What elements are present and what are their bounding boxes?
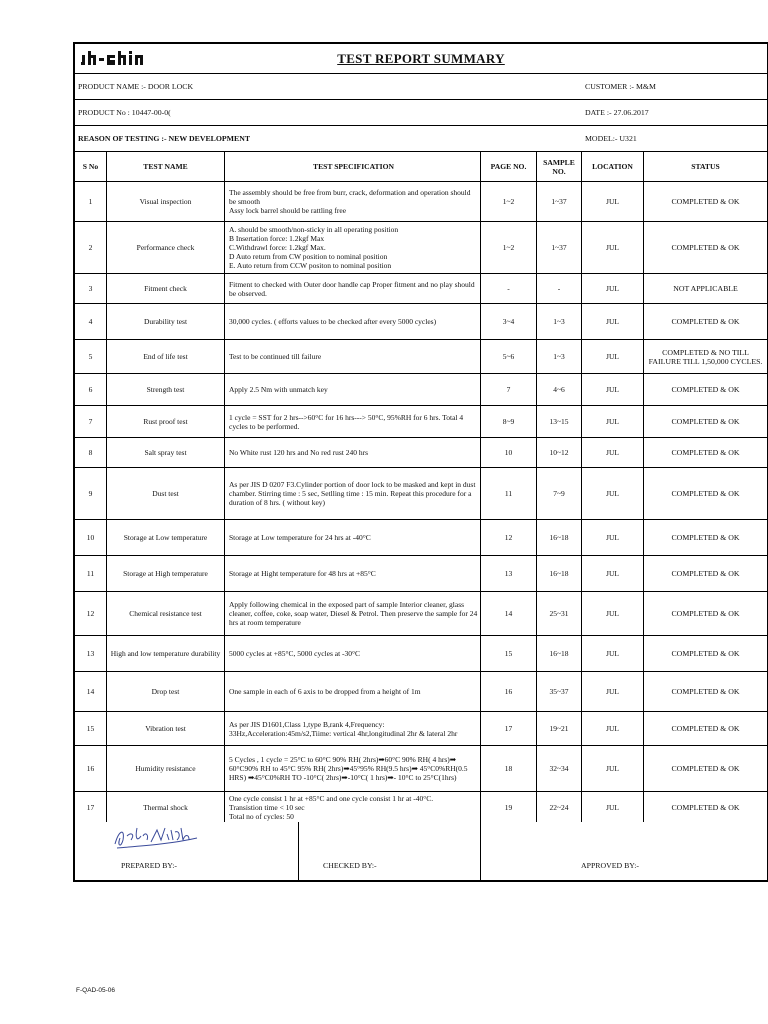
table-row xyxy=(75,304,767,340)
row-sno: 5 xyxy=(75,340,107,373)
row-location: JUL xyxy=(582,374,644,405)
row-status: COMPLETED & OK xyxy=(671,802,740,812)
row-test-spec: A. should be smooth/non-sticky in all operating position B Insertation force: 1.2kgf Max C.Withdrawl force: 1.2kgf Max. D Auto return from CW position to nominal position E. Auto return from CCW positon to nominal position xyxy=(225,222,481,273)
row-sample-no: 10~12 xyxy=(537,438,582,467)
table-row xyxy=(75,592,767,636)
row-sno: 6 xyxy=(75,374,107,405)
table-row xyxy=(75,406,767,438)
row-location: JUL xyxy=(582,592,644,635)
table-body xyxy=(75,182,767,822)
row-page-no: 10 xyxy=(481,438,537,467)
row-test-spec: Storage at Hight temperature for 48 hrs at +85°C xyxy=(225,556,481,591)
row-status: COMPLETED & OK xyxy=(671,724,740,733)
row-page-no: 5~6 xyxy=(481,340,537,373)
row-sno: 4 xyxy=(75,304,107,339)
row-location: JUL xyxy=(582,182,644,221)
row-status: COMPLETED & OK xyxy=(671,385,740,394)
row-location: JUL xyxy=(582,636,644,671)
row-sample-no: - xyxy=(537,274,582,303)
customer: CUSTOMER :- M&M xyxy=(585,82,656,91)
row-location: JUL xyxy=(582,520,644,555)
row-test-name: Rust proof test xyxy=(107,406,225,437)
row-sno: 14 xyxy=(75,672,107,711)
col-header-location: LOCATION xyxy=(582,152,644,181)
row-page-no: 7 xyxy=(481,374,537,405)
row-status: COMPLETED & OK xyxy=(671,609,740,618)
row-test-name: Durability test xyxy=(107,304,225,339)
row-location: JUL xyxy=(582,746,644,791)
col-header-sample-no: SAMPLE NO. xyxy=(537,152,582,181)
row-sample-no: 1~37 xyxy=(537,182,582,221)
row-test-spec: One cycle consist 1 hr at +85°C and one cycle consist 1 hr at -40°C. Transistion time < 10 sec Total no of cycles: 50 xyxy=(225,792,481,822)
row-location: JUL xyxy=(582,792,644,822)
row-sample-no: 4~6 xyxy=(537,374,582,405)
product-name: PRODUCT NAME :- DOOR LOCK xyxy=(78,82,194,91)
row-test-spec: 5 Cycles , 1 cycle = 25°C to 60°C 90% RH( 2hrs)➡60°C 90% RH( 4 hrs)➡ 60°C90% RH to 45°C 95% RH( 2hrs)➡45°95% RH(9.5 hrs)➡ 45°C0%RH(0.5 HRS) ➡45°C0%RH TO -10°C( 2hrs)➡-10°C( 1 hrs)➡- 10°C to 25°C(1hrs) xyxy=(225,746,481,791)
row-status: COMPLETED & OK xyxy=(671,489,740,498)
col-header-test-name: TEST NAME xyxy=(107,152,225,181)
row-test-spec: 30,000 cycles. ( efforts values to be checked after every 5000 cycles) xyxy=(225,304,481,339)
report-date: DATE :- 27.06.2017 xyxy=(585,108,649,117)
approved-by-cell xyxy=(481,822,767,880)
row-sno: 8 xyxy=(75,438,107,467)
row-status: COMPLETED & OK xyxy=(671,687,740,696)
row-page-no: 19 xyxy=(481,792,537,822)
row-page-no: 18 xyxy=(481,746,537,791)
row-test-spec: One sample in each of 6 axis to be dropped from a height of 1m xyxy=(225,672,481,711)
row-sample-no: 32~34 xyxy=(537,746,582,791)
row-test-name: Dust test xyxy=(107,468,225,519)
table-row xyxy=(75,340,767,374)
model: MODEL:- U321 xyxy=(585,134,637,143)
row-location: JUL xyxy=(582,304,644,339)
table-row xyxy=(75,746,767,792)
checked-by-label: CHECKED BY:- xyxy=(323,861,377,870)
report-sheet xyxy=(73,42,768,882)
row-sample-no: 1~3 xyxy=(537,304,582,339)
prepared-by-cell xyxy=(75,822,299,880)
row-test-name: Chemical resistance test xyxy=(107,592,225,635)
row-sno: 15 xyxy=(75,712,107,745)
info-row-number xyxy=(75,100,767,126)
row-page-no: 1~2 xyxy=(481,222,537,273)
row-test-spec: Apply 2.5 Nm with unmatch key xyxy=(225,374,481,405)
row-sample-no: 1~3 xyxy=(537,340,582,373)
table-row xyxy=(75,374,767,406)
row-location: JUL xyxy=(582,222,644,273)
row-sno: 12 xyxy=(75,592,107,635)
row-test-spec: The assembly should be free from burr, crack, deformation and operation should be smooth Assy lock barrel should be rattling free xyxy=(225,182,481,221)
table-row xyxy=(75,438,767,468)
row-test-name: End of life test xyxy=(107,340,225,373)
row-status: COMPLETED & OK xyxy=(671,764,740,773)
row-location: JUL xyxy=(582,712,644,745)
row-test-name: Salt spray test xyxy=(107,438,225,467)
row-sno: 16 xyxy=(75,746,107,791)
row-location: JUL xyxy=(582,274,644,303)
row-sample-no: 25~31 xyxy=(537,592,582,635)
title-row xyxy=(75,44,767,74)
row-status: COMPLETED & NO TILL FAILURE TILL 1,50,000 CYCLES. xyxy=(648,347,763,366)
row-test-name: High and low temperature durability xyxy=(107,636,225,671)
row-test-spec: Fitment to checked with Outer door handle cap Proper fitment and no play should be observed. xyxy=(225,274,481,303)
row-test-name: Performance check xyxy=(107,222,225,273)
row-status: COMPLETED & OK xyxy=(671,243,740,252)
row-sno: 1 xyxy=(75,182,107,221)
row-sno: 13 xyxy=(75,636,107,671)
row-sample-no: 7~9 xyxy=(537,468,582,519)
row-test-spec: Test to be continued till failure xyxy=(225,340,481,373)
row-sample-no: 1~37 xyxy=(537,222,582,273)
row-sample-no: 35~37 xyxy=(537,672,582,711)
row-page-no: 14 xyxy=(481,592,537,635)
row-sno: 3 xyxy=(75,274,107,303)
col-header-status: STATUS xyxy=(691,162,720,171)
row-sample-no: 19~21 xyxy=(537,712,582,745)
signature-image xyxy=(111,824,201,852)
row-location: JUL xyxy=(582,556,644,591)
row-sample-no: 22~24 xyxy=(537,792,582,822)
col-header-sno: S No xyxy=(75,152,107,181)
row-status: COMPLETED & OK xyxy=(671,533,740,542)
row-page-no: 11 xyxy=(481,468,537,519)
row-status: COMPLETED & OK xyxy=(671,197,740,206)
prepared-by-label: PREPARED BY:- xyxy=(121,861,177,870)
row-test-spec: 5000 cycles at +85°C, 5000 cycles at -30°C xyxy=(225,636,481,671)
row-page-no: 3~4 xyxy=(481,304,537,339)
row-sno: 2 xyxy=(75,222,107,273)
table-row xyxy=(75,636,767,672)
table-row xyxy=(75,556,767,592)
row-test-name: Storage at High temperature xyxy=(107,556,225,591)
row-page-no: 12 xyxy=(481,520,537,555)
row-location: JUL xyxy=(582,438,644,467)
row-test-name: Visual inspection xyxy=(107,182,225,221)
col-header-page-no: PAGE NO. xyxy=(481,152,537,181)
row-test-spec: Apply following chemical in the exposed part of sample Interior cleaner, glass cleaner, coffee, coke, soap water, Diesel & Petrol. Then preserve the sample for 24 hrs at room temperature xyxy=(225,592,481,635)
row-status: COMPLETED & OK xyxy=(671,649,740,658)
row-status: COMPLETED & OK xyxy=(671,448,740,457)
row-sample-no: 16~18 xyxy=(537,520,582,555)
row-test-name: Strength test xyxy=(107,374,225,405)
table-row xyxy=(75,222,767,274)
table-row xyxy=(75,182,767,222)
table-row xyxy=(75,712,767,746)
row-sno: 11 xyxy=(75,556,107,591)
row-sno: 9 xyxy=(75,468,107,519)
info-row-reason xyxy=(75,126,767,152)
row-location: JUL xyxy=(582,406,644,437)
row-status: COMPLETED & OK xyxy=(671,569,740,578)
row-test-spec: 1 cycle = SST for 2 hrs-->60°C for 16 hrs---> 50°C, 95%RH for 6 hrs. Total 4 cycles to be performed. xyxy=(225,406,481,437)
table-row xyxy=(75,274,767,304)
row-page-no: 15 xyxy=(481,636,537,671)
row-sno: 7 xyxy=(75,406,107,437)
row-test-name: Vibration test xyxy=(107,712,225,745)
report-title: TEST REPORT SUMMARY xyxy=(337,51,505,66)
row-status: COMPLETED & OK xyxy=(671,317,740,326)
row-status: NOT APPLICABLE xyxy=(673,284,738,293)
row-page-no: - xyxy=(481,274,537,303)
row-sno: 17 xyxy=(75,792,107,822)
row-location: JUL xyxy=(582,468,644,519)
row-page-no: 17 xyxy=(481,712,537,745)
row-page-no: 1~2 xyxy=(481,182,537,221)
table-row xyxy=(75,520,767,556)
approved-by-label: APPROVED BY:- xyxy=(581,861,639,870)
row-test-name: Fitment check xyxy=(107,274,225,303)
row-page-no: 13 xyxy=(481,556,537,591)
row-page-no: 8~9 xyxy=(481,406,537,437)
row-test-spec: No White rust 120 hrs and No red rust 240 hrs xyxy=(225,438,481,467)
row-sample-no: 16~18 xyxy=(537,636,582,671)
row-test-name: Humidity resistance xyxy=(107,746,225,791)
row-test-spec: Storage at Low temperature for 24 hrs at -40°C xyxy=(225,520,481,555)
product-number: PRODUCT No : 10447-00-0( xyxy=(78,108,171,117)
row-test-name: Drop test xyxy=(107,672,225,711)
table-row xyxy=(75,468,767,520)
row-test-name: Thermal shock xyxy=(107,792,225,822)
row-test-name: Storage at Low temperature xyxy=(107,520,225,555)
row-status: COMPLETED & OK xyxy=(671,417,740,426)
table-row xyxy=(75,792,767,822)
row-test-spec: As per JIS D 0207 F3.Cylinder portion of door lock to be masked and kept in dust chamber. Stirring time : 5 sec, Setlling time : 15 min. Repeat this procedure for a duration of 8 hrs. ( without key) xyxy=(225,468,481,519)
row-location: JUL xyxy=(582,340,644,373)
form-code: F-QAD-05-06 xyxy=(76,987,116,994)
row-sample-no: 16~18 xyxy=(537,556,582,591)
checked-by-cell xyxy=(299,822,481,880)
row-sample-no: 13~15 xyxy=(537,406,582,437)
row-sno: 10 xyxy=(75,520,107,555)
row-test-spec: As per JIS D1601,Class 1,type B,rank 4,Frequency: 33Hz,Acceleration:45m/s2,Tiime: vertical 4hr,longitudinal 2hr & lateral 2hr xyxy=(225,712,481,745)
table-header xyxy=(75,152,767,182)
info-row-product xyxy=(75,74,767,100)
row-location: JUL xyxy=(582,672,644,711)
reason-of-testing: REASON OF TESTING :- NEW DEVELOPMENT xyxy=(78,134,251,143)
signature-row xyxy=(75,822,767,880)
col-header-test-spec: TEST SPECIFICATION xyxy=(225,152,481,181)
table-row xyxy=(75,672,767,712)
row-page-no: 16 xyxy=(481,672,537,711)
